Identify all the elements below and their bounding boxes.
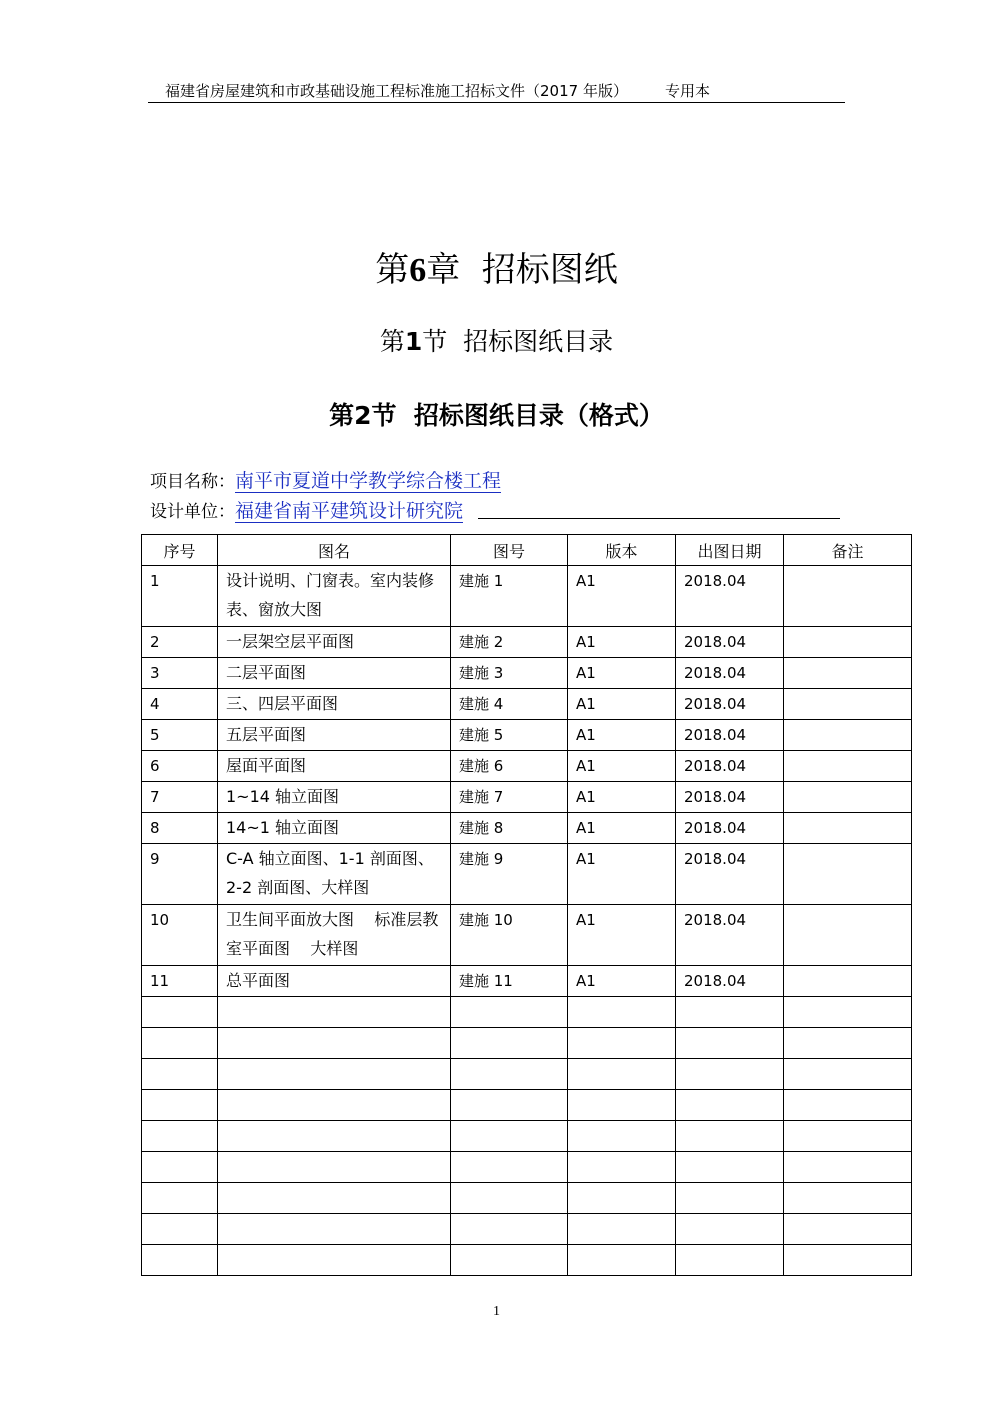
cell-note: [784, 751, 912, 782]
header-name: 图名: [218, 535, 451, 566]
header-code: 图号: [451, 535, 568, 566]
cell-date: 2018.04: [676, 813, 784, 844]
cell-name: 二层平面图: [218, 658, 451, 689]
cell-date: 2018.04: [676, 782, 784, 813]
cell-code: 建施 1: [451, 566, 568, 627]
cell-code: 建施 4: [451, 689, 568, 720]
section2-title: [0, 396, 993, 432]
cell-version: A1: [568, 720, 676, 751]
cell-date: 2018.04: [676, 566, 784, 627]
section1-prefix: 第: [379, 327, 405, 356]
chapter-prefix: 第: [375, 250, 410, 290]
cell-note: [784, 689, 912, 720]
cell-name: 卫生间平面放大图 标准层教室平面图 大样图: [218, 905, 451, 966]
chapter-number: 6: [409, 252, 427, 289]
cell-version: A1: [568, 966, 676, 997]
cell-version: A1: [568, 782, 676, 813]
empty-row: [142, 1090, 912, 1121]
design-unit-underline: [478, 518, 840, 519]
cell-no: 5: [142, 720, 218, 751]
cell-name: 屋面平面图: [218, 751, 451, 782]
cell-no: 9: [142, 844, 218, 905]
cell-code: 建施 11: [451, 966, 568, 997]
cell-date: 2018.04: [676, 720, 784, 751]
table-row: [142, 813, 912, 844]
section1-title: [0, 322, 993, 358]
section1-number: 1: [404, 327, 423, 356]
cell-date: 2018.04: [676, 751, 784, 782]
project-name-value: 南平市夏道中学教学综合楼工程: [235, 470, 502, 492]
cell-version: A1: [568, 905, 676, 966]
header-note: 备注: [784, 535, 912, 566]
cell-name: 三、四层平面图: [218, 689, 451, 720]
design-unit-label: 设计单位：: [150, 502, 235, 522]
table-row: [142, 566, 912, 627]
cell-name: 一层架空层平面图: [218, 627, 451, 658]
cell-code: 建施 9: [451, 844, 568, 905]
cell-name: 1~14 轴立面图: [218, 782, 451, 813]
cell-note: [784, 844, 912, 905]
cell-date: 2018.04: [676, 905, 784, 966]
empty-row: [142, 1214, 912, 1245]
section2-prefix: 第: [329, 401, 355, 430]
empty-row: [142, 1121, 912, 1152]
header-divider: [148, 102, 845, 103]
table-row: [142, 627, 912, 658]
table-row: [142, 905, 912, 966]
page-header: [165, 80, 711, 101]
cell-version: A1: [568, 658, 676, 689]
cell-no: 4: [142, 689, 218, 720]
table-row: [142, 782, 912, 813]
project-name-line: [150, 466, 501, 493]
cell-code: 建施 8: [451, 813, 568, 844]
cell-date: 2018.04: [676, 627, 784, 658]
cell-note: [784, 566, 912, 627]
empty-row: [142, 1245, 912, 1276]
cell-no: 1: [142, 566, 218, 627]
cell-date: 2018.04: [676, 844, 784, 905]
cell-code: 建施 2: [451, 627, 568, 658]
cell-note: [784, 905, 912, 966]
design-unit-value: 福建省南平建筑设计研究院: [235, 500, 464, 522]
cell-note: [784, 782, 912, 813]
cell-code: 建施 6: [451, 751, 568, 782]
section2-number: 2: [354, 401, 372, 430]
page-number: 1: [493, 1304, 500, 1319]
cell-code: 建施 5: [451, 720, 568, 751]
cell-version: A1: [568, 751, 676, 782]
cell-code: 建施 7: [451, 782, 568, 813]
cell-note: [784, 966, 912, 997]
header-edition: 专用本: [665, 82, 711, 100]
table-row: [142, 844, 912, 905]
cell-date: 2018.04: [676, 966, 784, 997]
cell-date: 2018.04: [676, 689, 784, 720]
cell-name: 14~1 轴立面图: [218, 813, 451, 844]
cell-version: A1: [568, 566, 676, 627]
cell-no: 3: [142, 658, 218, 689]
cell-note: [784, 813, 912, 844]
empty-row: [142, 1183, 912, 1214]
cell-note: [784, 658, 912, 689]
cell-no: 2: [142, 627, 218, 658]
cell-no: 7: [142, 782, 218, 813]
cell-no: 6: [142, 751, 218, 782]
design-unit-line: [150, 496, 463, 523]
header-version: 版本: [568, 535, 676, 566]
table-row: [142, 751, 912, 782]
cell-date: 2018.04: [676, 658, 784, 689]
cell-name: 设计说明、门窗表。室内装修表、窗放大图: [218, 566, 451, 627]
table-row: [142, 689, 912, 720]
table-header-row: [142, 535, 912, 566]
cell-name: 五层平面图: [218, 720, 451, 751]
cell-note: [784, 720, 912, 751]
cell-no: 10: [142, 905, 218, 966]
chapter-name: 章 招标图纸: [426, 250, 618, 290]
empty-row: [142, 997, 912, 1028]
table-row: [142, 658, 912, 689]
project-name-label: 项目名称：: [150, 472, 235, 492]
cell-note: [784, 627, 912, 658]
cell-version: A1: [568, 844, 676, 905]
chapter-title: [0, 242, 993, 291]
cell-version: A1: [568, 813, 676, 844]
table-row: [142, 720, 912, 751]
cell-name: 总平面图: [218, 966, 451, 997]
empty-row: [142, 1059, 912, 1090]
cell-version: A1: [568, 627, 676, 658]
drawing-directory-table: [141, 534, 912, 1276]
cell-code: 建施 3: [451, 658, 568, 689]
cell-no: 11: [142, 966, 218, 997]
cell-code: 建施 10: [451, 905, 568, 966]
cell-no: 8: [142, 813, 218, 844]
empty-row: [142, 1028, 912, 1059]
empty-row: [142, 1152, 912, 1183]
header-title: 福建省房屋建筑和市政基础设施工程标准施工招标文件（2017 年版）: [165, 82, 628, 100]
section2-name: 节 招标图纸目录（格式）: [371, 401, 664, 430]
header-no: 序号: [142, 535, 218, 566]
cell-name: C-A 轴立面图、1-1 剖面图、2-2 剖面图、大样图: [218, 844, 451, 905]
table-row: [142, 966, 912, 997]
cell-version: A1: [568, 689, 676, 720]
section1-name: 节 招标图纸目录: [422, 327, 614, 356]
header-date: 出图日期: [676, 535, 784, 566]
